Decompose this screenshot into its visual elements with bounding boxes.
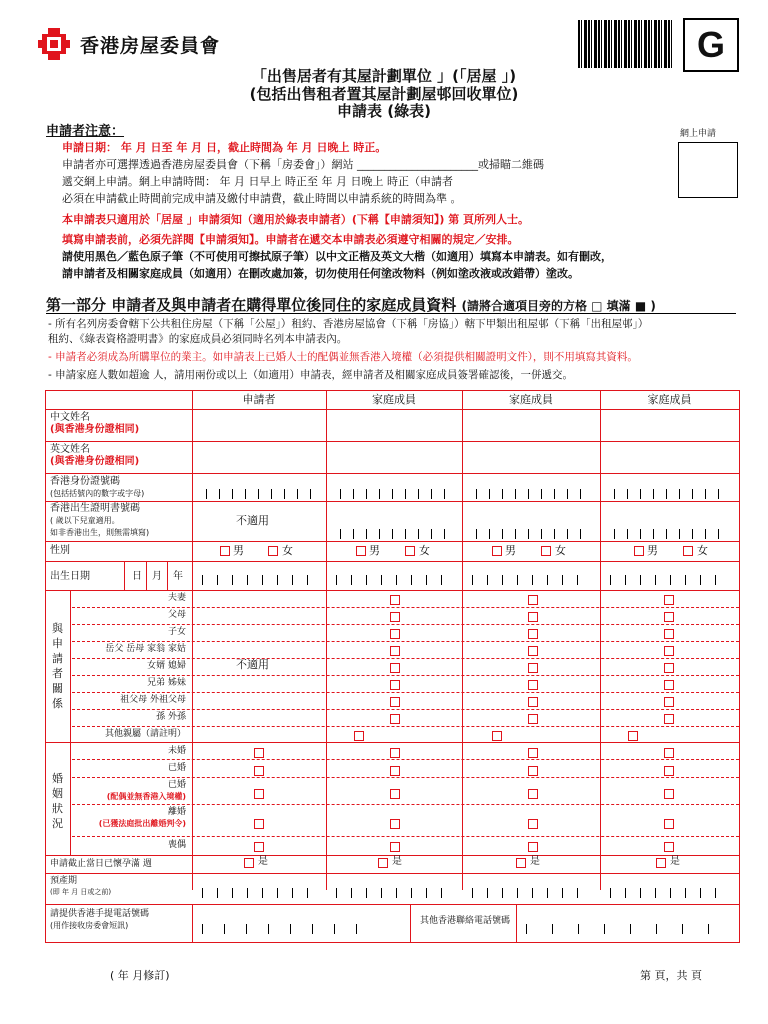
online-time-line: 遞交網上申請。網上申請時間： 年 月 日早上 時正至 年 月 日晚上 時正（申請者 [62, 175, 453, 188]
due-date-char-tick [381, 888, 382, 898]
notice-heading: 申請者注意： [46, 124, 125, 139]
member2-relation-checkbox[interactable] [528, 697, 538, 707]
mobile-char-tick [202, 924, 203, 934]
applicable-note: 本申請表只適用於「居屋 」申請須知（適用於綠表申請者）(下稱【申請須知】) 第 頁所列人士。 [62, 213, 530, 226]
hkid-char-tick [554, 489, 555, 499]
member1-relation-checkbox[interactable] [390, 697, 400, 707]
other-phone-char-tick [630, 924, 631, 934]
dob-char-tick [262, 575, 263, 585]
label-dob-year: 年 [173, 571, 183, 582]
member3-relation-checkbox[interactable] [664, 595, 674, 605]
label-pregnant: 申請截止當日已懷孕滿 週 [50, 859, 152, 869]
hkid-char-tick [310, 489, 311, 499]
relation-son-daughter-in-law: 女婿 媳婦 [147, 661, 186, 671]
hkid-char-tick [232, 489, 233, 499]
member2-relation-checkbox[interactable] [528, 680, 538, 690]
other-phone-char-tick [656, 924, 657, 934]
member1-relation-checkbox[interactable] [390, 680, 400, 690]
due-date-char-tick [670, 888, 671, 898]
birthcert-char-tick [431, 529, 432, 539]
hkid-char-tick [580, 489, 581, 499]
hkid-char-tick [444, 489, 445, 499]
member3-female-checkbox[interactable] [683, 546, 693, 556]
member3-marital-checkbox[interactable] [664, 748, 674, 758]
marital-married: 已婚 [167, 763, 186, 773]
relation-grandchildren: 孫 外孫 [156, 712, 186, 722]
revision-date: ( 年 月修訂) [110, 969, 170, 982]
other-phone-char-tick [526, 924, 527, 934]
dob-char-tick [381, 575, 382, 585]
dob-char-tick [562, 575, 563, 585]
col-header-member-2: 家庭成員 [509, 393, 553, 406]
due-date-char-tick [472, 888, 473, 898]
hkid-char-tick [705, 489, 706, 499]
dob-char-tick [292, 575, 293, 585]
birthcert-char-tick [653, 529, 654, 539]
birthcert-char-tick [627, 529, 628, 539]
dob-char-tick [277, 575, 278, 585]
due-date-char-tick [502, 888, 503, 898]
birthcert-char-tick [405, 529, 406, 539]
org-name: 香港房屋委員會 [80, 34, 221, 57]
member1-marital-checkbox[interactable] [390, 748, 400, 758]
due-date-char-tick [577, 888, 578, 898]
due-date-char-tick [625, 888, 626, 898]
due-date-char-tick [396, 888, 397, 898]
section1-note-3: - 申請家庭人數如超逾 人，請用兩份或以上（如適用）申請表，經申請者及相關家庭成員簽署確認後，一併遞交。 [48, 369, 573, 381]
label-dob-month: 月 [152, 571, 162, 582]
member2-relation-checkbox[interactable] [528, 629, 538, 639]
other-phone-char-tick [552, 924, 553, 934]
due-date-char-tick [292, 888, 293, 898]
marital-widowed: 喪偶 [167, 840, 186, 850]
applicant-marital-checkbox[interactable] [254, 819, 264, 829]
member2-relation-checkbox[interactable] [528, 595, 538, 605]
birthcert-char-tick [528, 529, 529, 539]
member1-male-checkbox[interactable] [356, 546, 366, 556]
hkid-char-tick [379, 489, 380, 499]
birth-cert-not-applicable: 不適用 [236, 514, 269, 527]
due-date-char-tick [202, 888, 203, 898]
applicant-male-checkbox[interactable] [220, 546, 230, 556]
birthcert-char-tick [554, 529, 555, 539]
due-date-char-tick [610, 888, 611, 898]
hkid-char-tick [284, 489, 285, 499]
other-phone-char-tick [604, 924, 605, 934]
member1-relation-checkbox[interactable] [390, 629, 400, 639]
relation-in-laws: 岳父 岳母 家翁 家姑 [105, 644, 186, 654]
dob-char-tick [351, 575, 352, 585]
hkid-char-tick [640, 489, 641, 499]
birthcert-char-tick [567, 529, 568, 539]
applicant-marital-checkbox[interactable] [254, 748, 264, 758]
mobile-char-tick [246, 924, 247, 934]
birthcert-char-tick [392, 529, 393, 539]
member2-relation-checkbox[interactable] [528, 612, 538, 622]
member2-marital-checkbox[interactable] [528, 819, 538, 829]
col-header-member-3: 家庭成員 [647, 393, 692, 406]
member1-relation-checkbox[interactable] [390, 595, 400, 605]
hkid-char-tick [679, 489, 680, 499]
form-code: G [683, 18, 739, 72]
member3-marital-checkbox[interactable] [664, 819, 674, 829]
relation-spouse: 夫妻 [167, 593, 186, 603]
dob-char-tick [411, 575, 412, 585]
form-title-line2: (包括出售租者置其屋計劃屋邨回收單位) [249, 85, 519, 103]
label-marital-status: 婚姻狀況 [52, 772, 63, 830]
dob-char-tick [547, 575, 548, 585]
due-date-char-tick [366, 888, 367, 898]
relation-children: 子女 [167, 627, 186, 637]
hkid-char-tick [297, 489, 298, 499]
col-header-applicant: 申請者 [242, 393, 276, 406]
member3-relation-checkbox[interactable] [664, 680, 674, 690]
due-date-char-tick [655, 888, 656, 898]
hkid-char-tick [541, 489, 542, 499]
label-other-phone: 其他香港聯絡電話號碼 [420, 916, 511, 926]
relation-parents: 父母 [167, 610, 186, 620]
dob-char-tick [715, 575, 716, 585]
member1-pregnant-checkbox[interactable] [378, 858, 388, 868]
pen-instruction: 請使用黑色／藍色原子筆（不可使用可擦拭原子筆）以中文正楷及英文大楷（如適用）填寫本申請表。如有刪改， [62, 250, 612, 263]
birthcert-char-tick [476, 529, 477, 539]
birthcert-char-tick [718, 529, 719, 539]
hkid-char-tick [206, 489, 207, 499]
other-phone-char-tick [578, 924, 579, 934]
applicant-marital-checkbox[interactable] [254, 766, 264, 776]
label-relationship: 與申請者關係 [52, 622, 63, 710]
birthcert-char-tick [705, 529, 706, 539]
birthcert-char-tick [444, 529, 445, 539]
dob-char-tick [625, 575, 626, 585]
due-date-char-tick [715, 888, 716, 898]
hkid-char-tick [418, 489, 419, 499]
due-date-char-tick [685, 888, 686, 898]
due-date-char-tick [700, 888, 701, 898]
mobile-char-tick [268, 924, 269, 934]
logo-icon [36, 26, 72, 62]
hkid-char-tick [258, 489, 259, 499]
member3-marital-checkbox[interactable] [664, 789, 674, 799]
dob-char-tick [232, 575, 233, 585]
due-date-char-tick [336, 888, 337, 898]
dob-char-tick [472, 575, 473, 585]
birthcert-char-tick [366, 529, 367, 539]
member3-male-checkbox[interactable] [634, 546, 644, 556]
dob-char-tick [487, 575, 488, 585]
section1-note-2: - 申請者必須成為所購單位的業主。如申請表上已婚人士的配偶並無香港入境權（必須提供相關證明文件），則不用填寫其資料。 [48, 351, 638, 363]
other-phone-char-tick [708, 924, 709, 934]
due-date-char-tick [262, 888, 263, 898]
dob-char-tick [366, 575, 367, 585]
member1-marital-checkbox[interactable] [390, 789, 400, 799]
marital-divorced: 離婚 (已獲法庭批出離婚判令) [98, 807, 186, 828]
relation-not-applicable: 不適用 [236, 658, 269, 671]
dob-char-tick [577, 575, 578, 585]
hkid-char-tick [502, 489, 503, 499]
dob-char-tick [517, 575, 518, 585]
hkid-char-tick [489, 489, 490, 499]
due-date-char-tick [426, 888, 427, 898]
form-title-line3: 申請表 (綠表) [337, 102, 431, 120]
applicant-female-checkbox[interactable] [268, 546, 278, 556]
member2-male-checkbox[interactable] [492, 546, 502, 556]
form-title-line1: 「出售居者有其屋計劃單位 」(「居屋 」) [251, 67, 517, 85]
member3-relation-checkbox[interactable] [664, 697, 674, 707]
amendment-instruction: 請申請者及相關家庭成員（如適用）在刪改處加簽，切勿使用任何塗改物料（例如塗改液或改錯帶）塗改。 [62, 267, 579, 280]
label-dob-day: 日 [132, 571, 142, 582]
birthcert-char-tick [515, 529, 516, 539]
hkid-char-tick [405, 489, 406, 499]
due-date-char-tick [307, 888, 308, 898]
member3-relation-checkbox[interactable] [664, 663, 674, 673]
birthcert-char-tick [541, 529, 542, 539]
dob-char-tick [426, 575, 427, 585]
online-apply-label: 網上申請 [680, 129, 717, 139]
label-dob: 出生日期 [50, 571, 90, 582]
due-date-char-tick [532, 888, 533, 898]
member3-pregnant-checkbox[interactable] [656, 858, 666, 868]
member1-marital-checkbox[interactable] [390, 819, 400, 829]
dob-char-tick [700, 575, 701, 585]
hkid-char-tick [718, 489, 719, 499]
birthcert-char-tick [666, 529, 667, 539]
member2-relation-checkbox[interactable] [528, 646, 538, 656]
dob-char-tick [307, 575, 308, 585]
due-date-char-tick [487, 888, 488, 898]
hkid-char-tick [366, 489, 367, 499]
section1-note-1b: 租約、《綠表資格證明書》的家庭成員必須同時名列本申請表內。 [48, 333, 348, 345]
due-date-char-tick [441, 888, 442, 898]
col-header-member-1: 家庭成員 [372, 393, 416, 406]
member1-relation-checkbox[interactable] [390, 646, 400, 656]
mobile-char-tick [356, 924, 357, 934]
birthcert-char-tick [679, 529, 680, 539]
label-birth-cert: 香港出生證明書號碼 ( 歲以下兒童適用。 如非香港出生，則無需填寫) [50, 503, 150, 537]
marital-married-no-right: 已婚 (配偶並無香港入境權) [106, 780, 186, 801]
birthcert-char-tick [418, 529, 419, 539]
hkid-char-tick [666, 489, 667, 499]
member1-relation-checkbox[interactable] [354, 731, 364, 741]
label-hkid: 香港身份證號碼 (包括括號內的數字或字母) [50, 476, 145, 498]
label-english-name: 英文姓名 (與香港身份證相同) [50, 444, 140, 467]
dob-char-tick [247, 575, 248, 585]
dob-char-tick [640, 575, 641, 585]
relation-grandparents: 祖父母 外祖父母 [120, 695, 186, 705]
dob-char-tick [502, 575, 503, 585]
hkid-char-tick [653, 489, 654, 499]
member2-marital-checkbox[interactable] [528, 766, 538, 776]
birthcert-char-tick [502, 529, 503, 539]
deadline-note: 必須在申請截止時間前完成申請及繳付申請費，截止時間以申請系統的時間為準 。 [62, 192, 462, 205]
dob-char-tick [685, 575, 686, 585]
member2-pregnant-checkbox[interactable] [516, 858, 526, 868]
other-phone-char-tick [682, 924, 683, 934]
hkid-char-tick [476, 489, 477, 499]
housing-authority-logo [36, 26, 220, 62]
member1-relation-checkbox[interactable] [390, 714, 400, 724]
member1-marital-checkbox[interactable] [390, 842, 400, 852]
member1-female-checkbox[interactable] [405, 546, 415, 556]
due-date-char-tick [640, 888, 641, 898]
hkid-char-tick [353, 489, 354, 499]
hkid-char-tick [245, 489, 246, 499]
member2-female-checkbox[interactable] [541, 546, 551, 556]
applicant-marital-checkbox[interactable] [254, 842, 264, 852]
page-number: 第 頁，共 頁 [640, 969, 702, 982]
mobile-char-tick [290, 924, 291, 934]
birthcert-char-tick [614, 529, 615, 539]
hkid-char-tick [392, 489, 393, 499]
dob-char-tick [532, 575, 533, 585]
member3-relation-checkbox[interactable] [628, 731, 638, 741]
member3-relation-checkbox[interactable] [664, 646, 674, 656]
due-date-char-tick [562, 888, 563, 898]
dob-char-tick [396, 575, 397, 585]
label-gender: 性別 [50, 545, 70, 556]
mobile-char-tick [334, 924, 335, 934]
marital-single: 未婚 [167, 746, 186, 756]
due-date-char-tick [351, 888, 352, 898]
due-date-char-tick [217, 888, 218, 898]
member2-relation-checkbox[interactable] [492, 731, 502, 741]
birthcert-char-tick [692, 529, 693, 539]
due-date-char-tick [232, 888, 233, 898]
label-due-date: 預產期 (即 年 月 日或之前) [50, 876, 112, 896]
hkid-char-tick [431, 489, 432, 499]
member3-relation-checkbox[interactable] [664, 629, 674, 639]
section1-note-1: - 所有名列房委會轄下公共租住房屋（下稱「公屋」）租約、香港房屋協會（下稱「房協」）轄下甲類出租屋邨（下稱「出租屋邨」） [48, 318, 649, 330]
hkid-char-tick [219, 489, 220, 499]
section-divider [46, 313, 736, 314]
member3-marital-checkbox[interactable] [664, 766, 674, 776]
dob-char-tick [441, 575, 442, 585]
due-date-char-tick [277, 888, 278, 898]
label-chinese-name: 中文姓名 (與香港身份證相同) [50, 412, 140, 435]
member3-marital-checkbox[interactable] [664, 842, 674, 852]
family-member-table: 申請者 家庭成員 家庭成員 家庭成員 中文姓名 (與香港身份證相同) 英文姓名 (與香港身份證相同) 香港身份證號碼 (包括括號內的數字或字母) 香港出生證明書號碼 ( 歲以下兒童適用。 如非香港出生，則無需填寫) 不適用 性別 出生日期 日 月 年 與申請者關係 不適用 夫妻 父母 子女 岳父 岳母 家翁 家姑 女婿 媳婦 兄弟 姊妹 祖父母 外祖父母 孫 外孫 其他親屬（請註明） 婚姻狀況 未婚 已婚 已婚 (配偶並無香港入境權) 離婚 (已獲法庭批出離婚判令) 喪偶 申請截止當日已懷孕滿 週 預產期 (即 年 月 日或之前) 請提供香港手提電話號碼 (用作接收房委會短訊) 其他香港聯絡電話號碼 男 女 男 女 男 女 男 女 是 是 是 是 [45, 390, 740, 943]
online-website-line: 申請者亦可選擇透過香港房屋委員會（下稱「房委會」）網站 ______________________或掃瞄二維碼 [62, 158, 544, 171]
dob-char-tick [336, 575, 337, 585]
read-guide-note: 填寫申請表前，必須先詳閱【申請須知】。申請者在遞交本申請表必須遵守相關的規定／安排。 [62, 233, 519, 246]
due-date-char-tick [411, 888, 412, 898]
member1-relation-checkbox[interactable] [390, 663, 400, 673]
member2-relation-checkbox[interactable] [528, 714, 538, 724]
due-date-char-tick [247, 888, 248, 898]
hkid-char-tick [627, 489, 628, 499]
birthcert-char-tick [580, 529, 581, 539]
hkid-char-tick [567, 489, 568, 499]
dob-char-tick [655, 575, 656, 585]
birthcert-char-tick [340, 529, 341, 539]
section1-title: 第一部分 申請者及與申請者在購得單位後同住的家庭成員資料 (請將合適項目旁的方格 □ 填滿 ■ ) [46, 296, 656, 314]
due-date-char-tick [547, 888, 548, 898]
relation-siblings: 兄弟 姊妹 [147, 678, 186, 688]
member2-marital-checkbox[interactable] [528, 789, 538, 799]
dob-char-tick [610, 575, 611, 585]
birthcert-char-tick [379, 529, 380, 539]
member1-marital-checkbox[interactable] [390, 766, 400, 776]
mobile-char-tick [312, 924, 313, 934]
label-mobile-phone: 請提供香港手提電話號碼 (用作接收房委會短訊) [50, 909, 150, 930]
hkid-char-tick [614, 489, 615, 499]
dob-char-tick [217, 575, 218, 585]
applicant-pregnant-checkbox[interactable] [244, 858, 254, 868]
dob-char-tick [670, 575, 671, 585]
member2-relation-checkbox[interactable] [528, 663, 538, 673]
hkid-char-tick [340, 489, 341, 499]
relation-other: 其他親屬（請註明） [104, 729, 186, 739]
member3-relation-checkbox[interactable] [664, 612, 674, 622]
hkid-char-tick [515, 489, 516, 499]
barcode [578, 20, 674, 68]
due-date-char-tick [517, 888, 518, 898]
mobile-char-tick [224, 924, 225, 934]
member2-marital-checkbox[interactable] [528, 842, 538, 852]
member1-relation-checkbox[interactable] [390, 612, 400, 622]
birthcert-char-tick [640, 529, 641, 539]
birthcert-char-tick [353, 529, 354, 539]
application-date: 申請日期： 年 月 日至 年 月 日，截止時間為 年 月 日晚上 時正。 [62, 141, 387, 154]
hkid-char-tick [271, 489, 272, 499]
member3-relation-checkbox[interactable] [664, 714, 674, 724]
dob-char-tick [202, 575, 203, 585]
birthcert-char-tick [489, 529, 490, 539]
member2-marital-checkbox[interactable] [528, 748, 538, 758]
hkid-char-tick [692, 489, 693, 499]
applicant-marital-checkbox[interactable] [254, 789, 264, 799]
hkid-char-tick [528, 489, 529, 499]
